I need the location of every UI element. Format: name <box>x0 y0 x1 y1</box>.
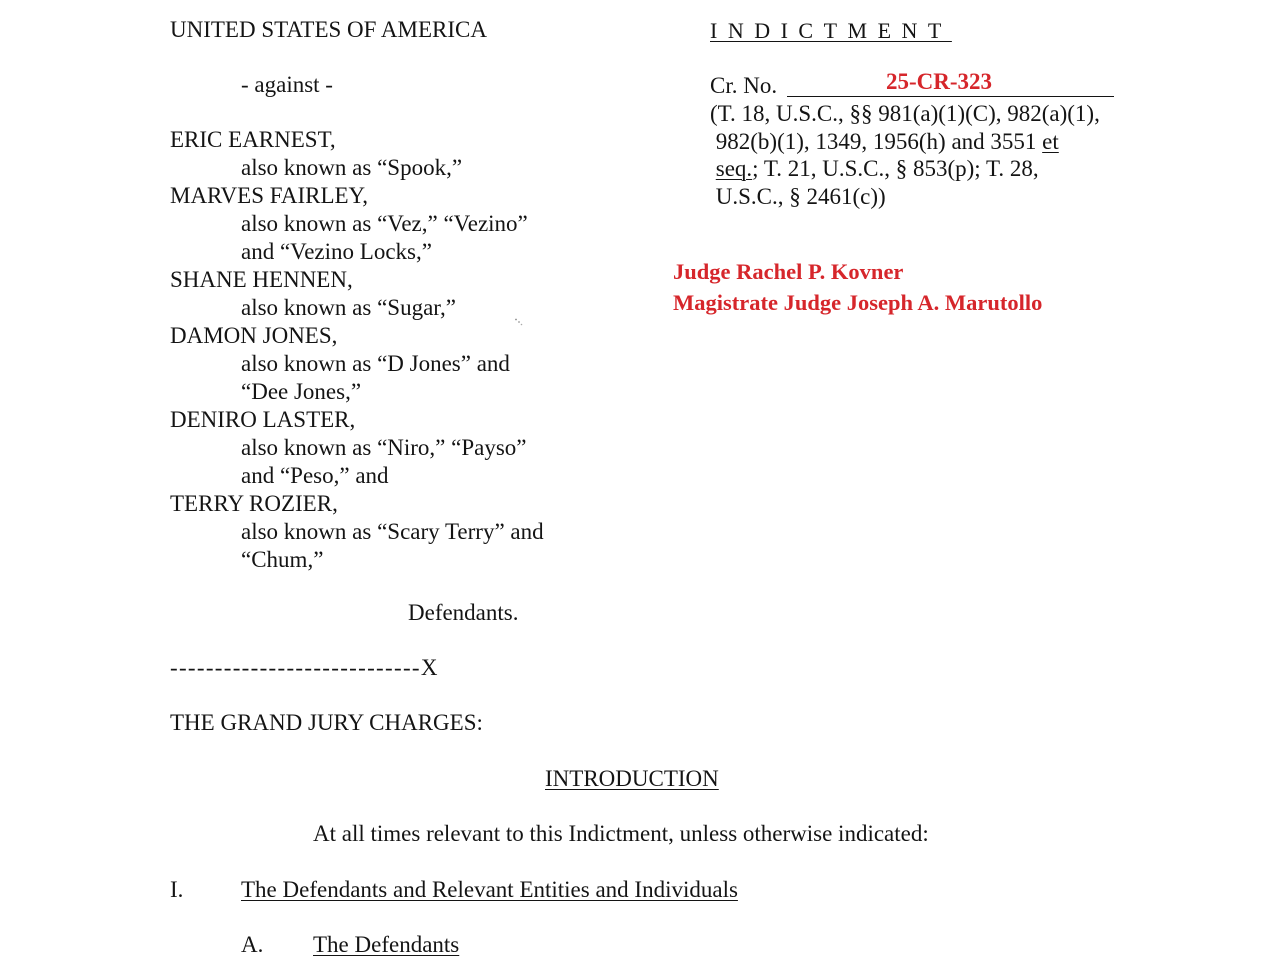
statute-line: (T. 18, U.S.C., §§ 981(a)(1)(C), 982(a)(1), <box>710 101 1100 126</box>
subsection-number: A. <box>241 932 264 957</box>
statute-et: et <box>1042 128 1059 154</box>
against-line: - against - <box>241 72 333 97</box>
defendant-alias: also known as “D Jones” and <box>241 351 510 376</box>
defendant-name: DENIRO LASTER, <box>170 407 356 432</box>
plaintiff-name: UNITED STATES OF AMERICA <box>170 17 487 42</box>
scan-speck <box>514 318 523 326</box>
section-number: I. <box>170 877 184 902</box>
caption-divider: ----------------------------X <box>170 655 439 680</box>
section-title: The Defendants and Relevant Entities and Individuals <box>241 877 738 902</box>
case-number-value: 25-CR-323 <box>886 69 993 94</box>
case-number-blank-line <box>787 96 1114 97</box>
case-caption-left <box>170 16 590 574</box>
subsection-title: The Defendants <box>313 932 460 957</box>
defendant-alias: and “Peso,” and <box>241 463 389 488</box>
statute-line: U.S.C., § 2461(c)) <box>710 183 886 209</box>
defendant-entry <box>170 406 590 490</box>
statute-line: seq.; T. 21, U.S.C., § 853(p); T. 28, <box>715 156 1039 181</box>
defendant-alias: also known as “Niro,” “Payso” <box>241 435 527 460</box>
defendant-entry <box>170 126 590 182</box>
case-number-label: Cr. No. <box>710 73 778 98</box>
statute-citations <box>710 100 1100 210</box>
defendant-list <box>170 126 590 574</box>
statute-line: 982(b)(1), 1349, 1956(h) and 3551 et <box>710 128 1059 154</box>
defendant-entry <box>170 266 590 322</box>
indictment-title: INDICTMENT <box>710 18 952 43</box>
relevant-times-sentence: At all times relevant to this Indictment, unless otherwise indicated: <box>313 821 929 846</box>
defendant-alias: and “Vezino Locks,” <box>241 239 432 264</box>
statute-seq: seq. <box>715 156 753 181</box>
defendant-entry <box>170 182 590 266</box>
defendant-entry <box>170 322 590 406</box>
defendant-alias: “Dee Jones,” <box>241 379 362 404</box>
defendant-name: SHANE HENNEN, <box>170 267 353 292</box>
defendant-alias: also known as “Sugar,” <box>241 295 456 320</box>
defendant-alias: “Chum,” <box>241 547 324 572</box>
defendant-name: ERIC EARNEST, <box>170 127 336 152</box>
defendant-alias: also known as “Vez,” “Vezino” <box>241 211 528 236</box>
defendant-name: TERRY ROZIER, <box>170 491 338 516</box>
defendant-entry <box>170 490 590 574</box>
introduction-heading: INTRODUCTION <box>545 766 719 791</box>
defendant-alias: also known as “Scary Terry” and <box>241 519 544 544</box>
defendant-alias: also known as “Spook,” <box>241 155 463 180</box>
defendant-name: DAMON JONES, <box>170 323 338 348</box>
judge-assignment-stamp <box>673 256 1042 318</box>
defendant-name: MARVES FAIRLEY, <box>170 183 368 208</box>
district-judge: Judge Rachel P. Kovner <box>673 259 904 284</box>
grand-jury-charges: THE GRAND JURY CHARGES: <box>170 710 483 735</box>
magistrate-judge: Magistrate Judge Joseph A. Marutollo <box>673 290 1043 315</box>
defendants-label: Defendants. <box>408 600 519 625</box>
